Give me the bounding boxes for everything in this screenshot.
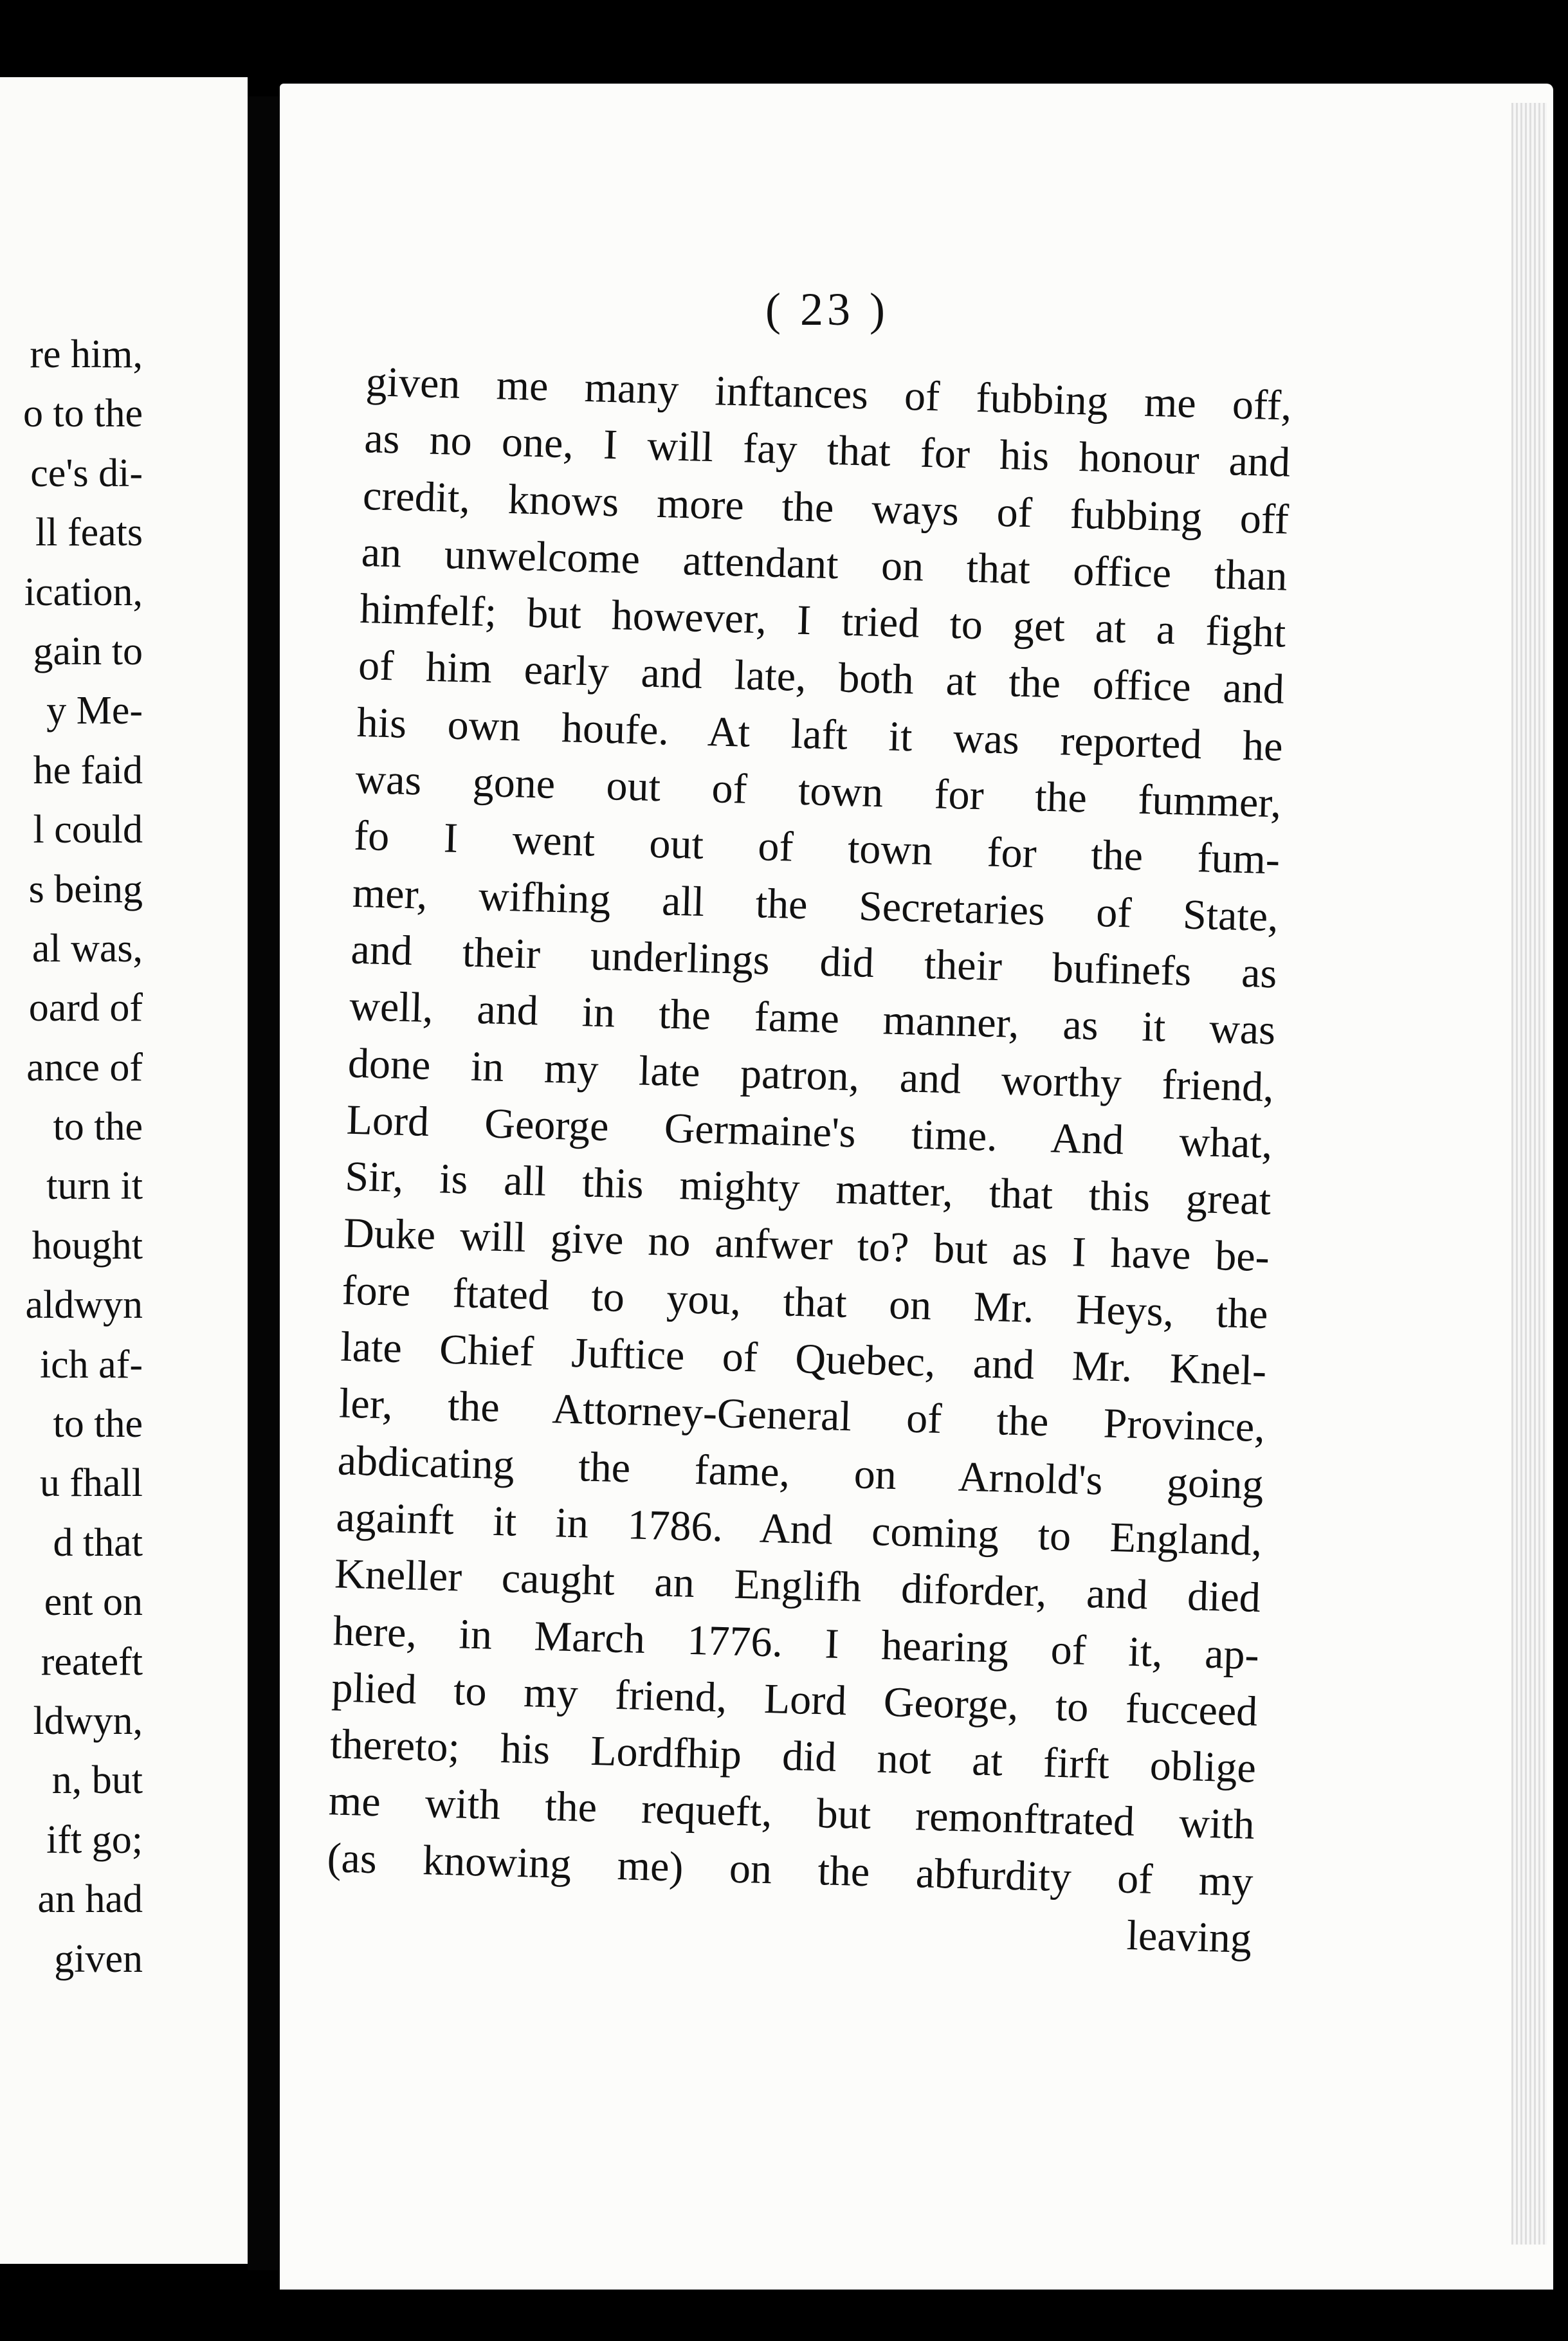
left-line: d that	[53, 1520, 143, 1565]
left-line: gain to	[33, 629, 143, 673]
text-line: fore ftated to you, that on Mr. Heys, the	[341, 1266, 1269, 1338]
text-line: well, and in the fame manner, as it was	[349, 982, 1276, 1054]
text-line: abdicating the fame, on Arnold's going	[336, 1437, 1264, 1508]
text-line: me with the requeft, but remonftrated with	[328, 1777, 1255, 1849]
text-line: ler, the Attorney-General of the Province,	[338, 1380, 1266, 1452]
left-line: hought	[32, 1223, 143, 1268]
catchword: leaving	[1126, 1911, 1252, 1962]
text-line: an unwelcome attendant on that office than	[360, 528, 1288, 600]
left-line: turn it	[46, 1164, 143, 1208]
left-line: n, but	[51, 1758, 143, 1803]
left-line: reateft	[41, 1639, 143, 1684]
text-line: plied to my friend, Lord George, to fucceed	[331, 1664, 1259, 1735]
page-number: ( 23 )	[765, 284, 889, 335]
text-line: Lord George Germaine's time. And what,	[345, 1096, 1273, 1168]
left-line: u fhall	[39, 1461, 143, 1506]
text-line: was gone out of town for the fummer,	[354, 755, 1282, 827]
text-line: againft it in 1786. And coming to England,	[335, 1493, 1263, 1565]
text-line: and their underlings did their bufinefs as	[350, 925, 1278, 997]
left-line: ce's di-	[30, 451, 143, 495]
left-line: given	[54, 1936, 143, 1981]
left-line: s being	[28, 867, 143, 911]
text-line: Kneller caught an Englifh diforder, and died	[334, 1550, 1261, 1622]
text-line: Duke will give no anfwer to? but as I have be-	[343, 1209, 1270, 1281]
left-line: ent on	[44, 1580, 143, 1625]
left-line: ich af-	[39, 1342, 143, 1387]
text-line: mer, wifhing all the Secretaries of State,	[352, 869, 1279, 941]
left-line: to the	[53, 1105, 143, 1149]
left-line: ll feats	[35, 511, 143, 555]
body-text	[325, 354, 1292, 1967]
left-page-text	[0, 325, 143, 1989]
text-line: here, in March 1776. I hearing of it, ap-	[333, 1607, 1260, 1679]
text-line: Sir, is all this mighty matter, that this great	[344, 1152, 1272, 1225]
left-line: aldwyn	[25, 1283, 143, 1327]
left-line: oard of	[28, 986, 143, 1030]
left-line: re him,	[30, 332, 143, 376]
left-line: ldwyn,	[33, 1699, 143, 1743]
left-line: ift go;	[46, 1817, 143, 1862]
left-line: ance of	[26, 1045, 143, 1089]
text-line: as no one, I will fay that for his honour and	[363, 415, 1291, 486]
page-edges	[1511, 103, 1547, 2245]
book-gutter	[248, 96, 280, 2270]
text-line: late Chief Juftice of Quebec, and Mr. Knel-	[340, 1323, 1268, 1395]
left-line: al was,	[32, 926, 143, 970]
text-line: credit, knows more the ways of fubbing off	[362, 471, 1290, 543]
text-line: done in my late patron, and worthy friend,	[347, 1039, 1275, 1111]
left-line: l could	[33, 808, 143, 852]
left-line: ication,	[24, 570, 143, 614]
text-line: his own houfe. At laft it was reported he	[356, 698, 1284, 770]
text-line: of him early and late, both at the office and	[358, 642, 1285, 714]
left-line: he faid	[33, 748, 143, 792]
left-line: o to the	[23, 392, 143, 436]
text-line: fo I went out of town for the fum-	[353, 812, 1281, 884]
text-line: himfelf; but however, I tried to get at a fight	[359, 585, 1287, 657]
left-line: an had	[37, 1877, 143, 1922]
text-line: given me many inftances of fubbing me off,	[365, 358, 1293, 430]
text-line: thereto; his Lordfhip did not at firft oblige	[329, 1720, 1257, 1792]
left-line: y Me-	[46, 689, 143, 733]
text-line: (as knowing me) on the abfurdity of my	[326, 1834, 1254, 1906]
left-line: to the	[53, 1402, 143, 1446]
